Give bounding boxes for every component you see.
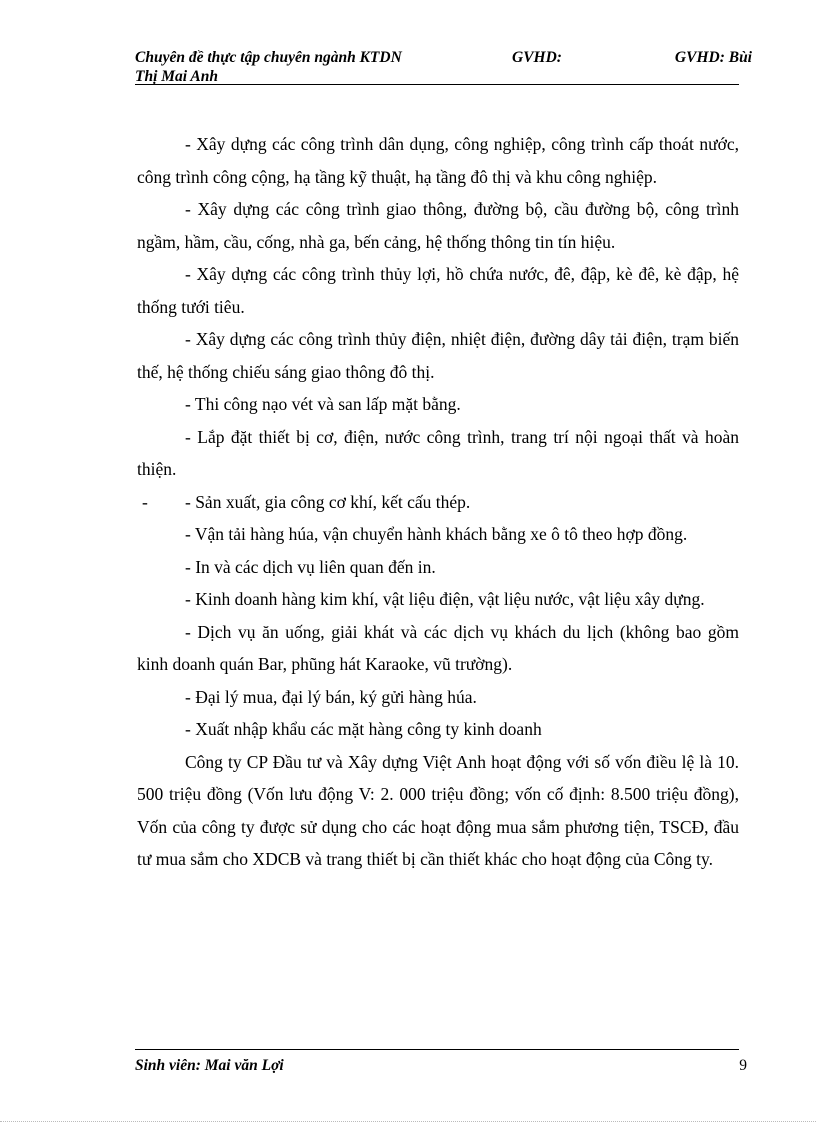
- paragraph: - Đại lý mua, đại lý bán, ký gửi hàng húa.: [185, 686, 477, 707]
- paragraph: - Kinh doanh hàng kim khí, vật liệu điện, vật liệu nước, vật liệu xây dựng.: [185, 589, 705, 609]
- paragraph-bulleted: [137, 486, 739, 519]
- header-divider: [135, 84, 739, 85]
- header-line-1: [135, 48, 752, 67]
- page-body: [137, 128, 739, 876]
- header-title: Chuyên đề thực tập chuyên ngành KTDN: [135, 49, 402, 66]
- header-gvhd-label: GVHD:: [512, 49, 562, 66]
- paragraph-text: - Sản xuất, gia công cơ khí, kết cấu thép.: [185, 491, 471, 512]
- paragraph: - Lắp đặt thiết bị cơ, điện, nước công trình, trang trí nội ngoại thất và hoàn thiện.: [137, 426, 739, 479]
- paragraph: - Vận tải hàng húa, vận chuyển hành khách bằng xe ô tô theo hợp đồng.: [185, 524, 688, 544]
- page-header: [135, 48, 752, 86]
- paragraph: - Xây dựng các công trình giao thông, đường bộ, cầu đường bộ, công trình ngầm, hầm, cầu, cống, nhà ga, bến cảng, hệ thống thông tin tín hiệu.: [137, 199, 739, 252]
- paragraph: Công ty CP Đầu tư và Xây dựng Việt Anh hoạt động với số vốn điều lệ là 10. 500 triệu đồng (Vốn lưu động V: 2. 000 triệu đồng; vốn cố định: 8.500 triệu đồng), Vốn của công ty được sử dụng cho các hoạt động mua sắm phương tiện, TSCĐ, đầu tư mua sắm cho XDCB và trang thiết bị cần thiết khác cho hoạt động của Công ty.: [137, 751, 739, 869]
- paragraph: - In và các dịch vụ liên quan đến in.: [185, 556, 436, 577]
- paragraph: - Dịch vụ ăn uống, giải khát và các dịch vụ khách du lịch (không bao gồm kinh doanh quán Bar, phũng hát Karaoke, vũ trường).: [137, 621, 739, 674]
- header-gvhd-right: GVHD: Bùi: [674, 49, 752, 66]
- stray-bullet-mark: -: [142, 491, 148, 512]
- footer-student: Sinh viên: Mai văn Lợi: [135, 1057, 284, 1074]
- paragraph: - Thi công nạo vét và san lấp mặt bằng.: [185, 394, 461, 414]
- paragraph: - Xuất nhập khẩu các mặt hàng công ty kinh doanh: [185, 719, 542, 739]
- paragraph: - Xây dựng các công trình dân dụng, công nghiệp, công trình cấp thoát nước, công trình công cộng, hạ tầng kỹ thuật, hạ tầng đô thị và khu công nghiệp.: [137, 134, 739, 187]
- page-number: 9: [739, 1057, 747, 1074]
- paragraph: - Xây dựng các công trình thủy lợi, hồ chứa nước, đê, đập, kè đê, kè đập, hệ thống tưới tiêu.: [137, 264, 739, 317]
- page-bottom-border: [0, 1121, 816, 1122]
- footer-divider: [135, 1049, 739, 1050]
- header-continuation: Thị Mai Anh: [135, 68, 218, 85]
- page-footer: [135, 1056, 747, 1076]
- paragraph: - Xây dựng các công trình thủy điện, nhiệt điện, đường dây tải điện, trạm biến thế, hệ thống chiếu sáng giao thông đô thị.: [137, 329, 739, 382]
